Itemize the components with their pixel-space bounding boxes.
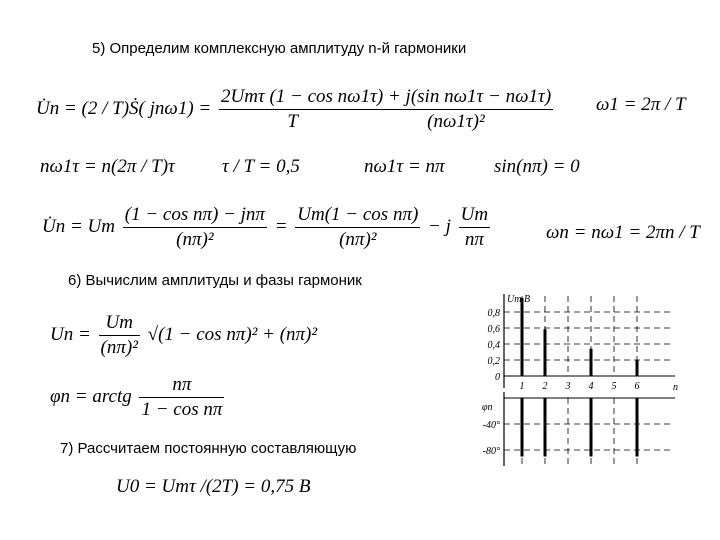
amplitude-x-tick-label: 1 xyxy=(519,381,525,392)
formula-4-root: √(1 − cos nπ)² + (nπ)² xyxy=(147,323,318,345)
formula-3-denominator-3: nπ xyxy=(459,227,490,251)
phase-y-tick-label: -40° xyxy=(482,420,500,431)
heading-dc-component: 7) Рассчитаем постоянную составляющую xyxy=(60,440,357,457)
amplitude-x-tick-label: 6 xyxy=(634,381,640,392)
formula-3-fraction-2 xyxy=(295,204,420,251)
amplitude-x-tick-label: 5 xyxy=(611,381,617,392)
formula-harmonic-phase xyxy=(50,374,227,421)
formula-1-den-left: T xyxy=(287,111,298,132)
formula-5-fraction xyxy=(139,374,224,421)
amplitude-y-tick-label: 0 xyxy=(495,372,500,383)
formula-n-omega-tau: nω1τ = n(2π / T)τ xyxy=(40,156,175,177)
phase-y-tick-label: -80° xyxy=(482,446,500,457)
formula-5-lhs: φn = arctg xyxy=(50,385,132,407)
formula-3-denominator-1: (nπ)² xyxy=(123,227,267,251)
formula-3-minus-j: − j xyxy=(428,215,451,237)
formula-4-lhs: Un = xyxy=(50,323,91,345)
spectrum-chart xyxy=(470,288,690,468)
formula-4-denominator: (nπ)² xyxy=(100,337,138,358)
phase-y-label: φn xyxy=(482,402,493,413)
formula-3-denominator-2: (nπ)² xyxy=(295,227,420,251)
formula-3-numerator-2: Um(1 − cos nπ) xyxy=(297,204,419,225)
formula-sin-npi: sin(nπ) = 0 xyxy=(494,156,580,177)
formula-4-fraction xyxy=(99,312,140,359)
formula-5-numerator: nπ xyxy=(172,374,192,395)
amplitude-y-tick-label: 0,8 xyxy=(487,308,500,319)
amplitude-y-label: Um,B xyxy=(507,294,531,305)
formula-1-fraction xyxy=(219,86,553,133)
formula-3-numerator-1: (1 − cos nπ) − jnπ xyxy=(124,204,265,225)
formula-1-numerator: 2Umτ (1 − cos nω1τ) + j(sin nω1τ − nω1τ) xyxy=(220,86,552,107)
formula-3-fraction-3 xyxy=(459,204,490,251)
amplitude-y-tick-label: 0,6 xyxy=(487,324,500,335)
formula-1-den-right: (nω1τ)² xyxy=(427,111,485,132)
heading-complex-amplitude: 5) Определим комплексную амплитуду n-й гармоники xyxy=(92,40,467,57)
formula-dc-component: U0 = Umτ /(2T) = 0,75 B xyxy=(116,476,311,497)
amplitude-y-tick-label: 0,4 xyxy=(487,340,500,351)
formula-1-lhs: U̇n = (2 / T)Ṡ( jnω1) = xyxy=(36,97,212,119)
formula-complex-amplitude xyxy=(36,86,556,133)
formula-4-numerator: Um xyxy=(105,312,133,333)
formula-omega1: ω1 = 2π / T xyxy=(596,94,686,115)
amplitude-x-label: n xyxy=(673,382,678,393)
formula-3-numerator-3: Um xyxy=(460,204,489,225)
formula-omega-n: ωn = nω1 = 2πn / T xyxy=(546,222,700,243)
amplitude-x-tick-label: 4 xyxy=(588,381,594,392)
formula-3-equals: = xyxy=(274,215,288,237)
formula-5-denominator: 1 − cos nπ xyxy=(141,399,223,420)
amplitude-x-tick-label: 3 xyxy=(565,381,571,392)
formula-3-fraction-1 xyxy=(123,204,267,251)
formula-tau-over-T: τ / T = 0,5 xyxy=(222,156,300,177)
heading-amplitudes-phases: 6) Вычислим амплитуды и фазы гармоник xyxy=(68,272,362,289)
formula-1-denominator xyxy=(219,109,553,133)
formula-complex-amplitude-npi xyxy=(42,204,493,251)
amplitude-y-tick-label: 0,2 xyxy=(487,356,500,367)
amplitude-x-tick-label: 2 xyxy=(542,381,548,392)
formula-n-omega-tau-npi: nω1τ = nπ xyxy=(364,156,445,177)
formula-harmonic-amplitude xyxy=(50,312,317,359)
formula-3-lhs: U̇n = Um xyxy=(42,215,115,237)
